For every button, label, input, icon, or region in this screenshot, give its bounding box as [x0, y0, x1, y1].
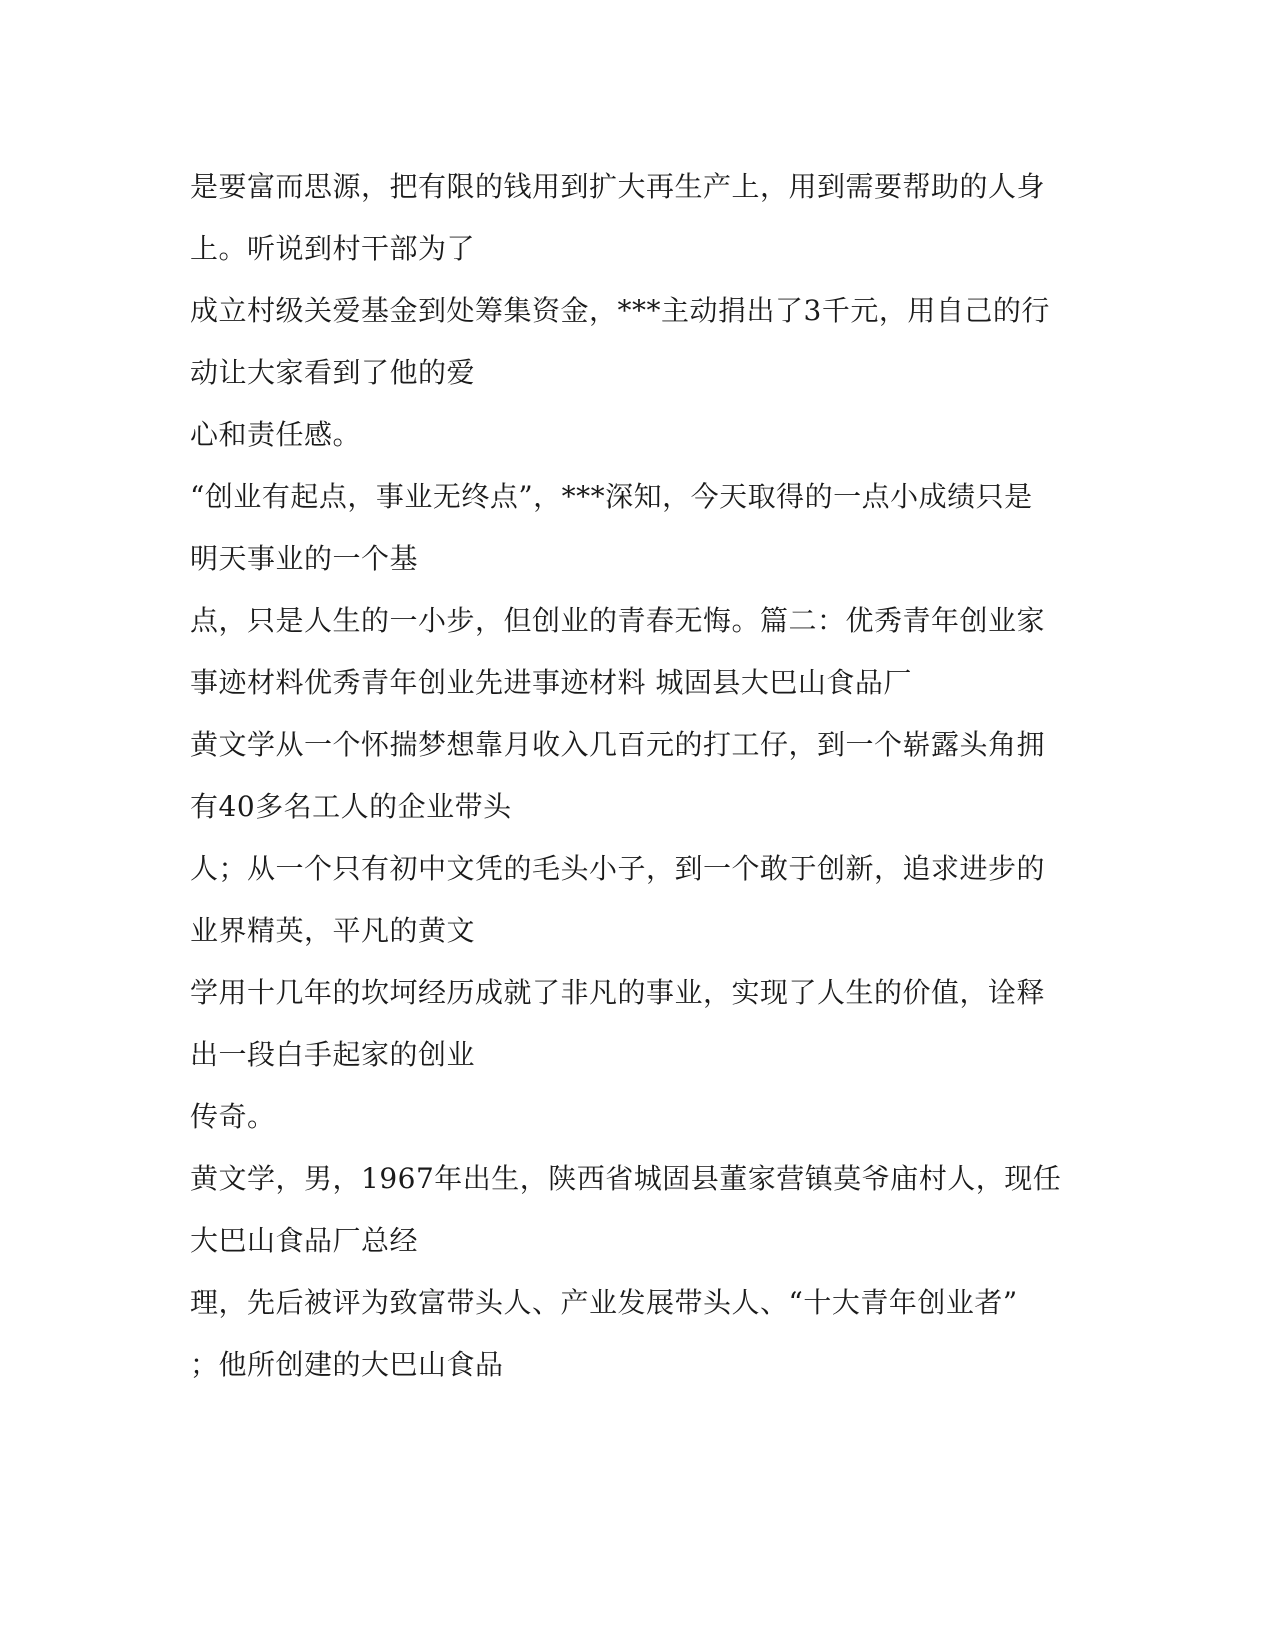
text-line: 黄文学从一个怀揣梦想靠月收入几百元的打工仔，到一个崭露头角拥 — [190, 728, 1046, 761]
text-line: 心和责任感。 — [190, 418, 362, 451]
text-line: 学用十几年的坎坷经历成就了非凡的事业，实现了人生的价值，诠释 — [190, 976, 1046, 1009]
text-line: ；他所创建的大巴山食品 — [190, 1348, 504, 1381]
text-line: 传奇。 — [190, 1100, 276, 1133]
text-line: 有40多名工人的企业带头 — [190, 790, 512, 823]
text-line: 大巴山食品厂总经 — [190, 1224, 419, 1257]
text-line: “创业有起点，事业无终点”，***深知，今天取得的一点小成绩只是 — [190, 480, 1033, 513]
text-line: 明天事业的一个基 — [190, 542, 419, 575]
text-line: 成立村级关爱基金到处筹集资金，***主动捐出了3千元，用自己的行 — [190, 294, 1050, 327]
text-line: 点，只是人生的一小步，但创业的青春无悔。篇二：优秀青年创业家 — [190, 604, 1046, 637]
text-line: 是要富而思源，把有限的钱用到扩大再生产上，用到需要帮助的人身 — [190, 170, 1046, 203]
text-line: 人；从一个只有初中文凭的毛头小子，到一个敢于创新，追求进步的 — [190, 852, 1046, 885]
text-line: 动让大家看到了他的爱 — [190, 356, 476, 389]
text-line: 理，先后被评为致富带头人、产业发展带头人、“十大青年创业者” — [190, 1286, 1018, 1319]
text-line: 业界精英，平凡的黄文 — [190, 914, 476, 947]
text-line: 事迹材料优秀青年创业先进事迹材料 城固县大巴山食品厂 — [190, 666, 912, 699]
text-line: 黄文学，男，1967年出生，陕西省城固县董家营镇莫爷庙村人，现任 — [190, 1162, 1062, 1195]
text-line: 出一段白手起家的创业 — [190, 1038, 476, 1071]
text-line: 上。听说到村干部为了 — [190, 232, 476, 265]
document-body — [190, 156, 1090, 1396]
